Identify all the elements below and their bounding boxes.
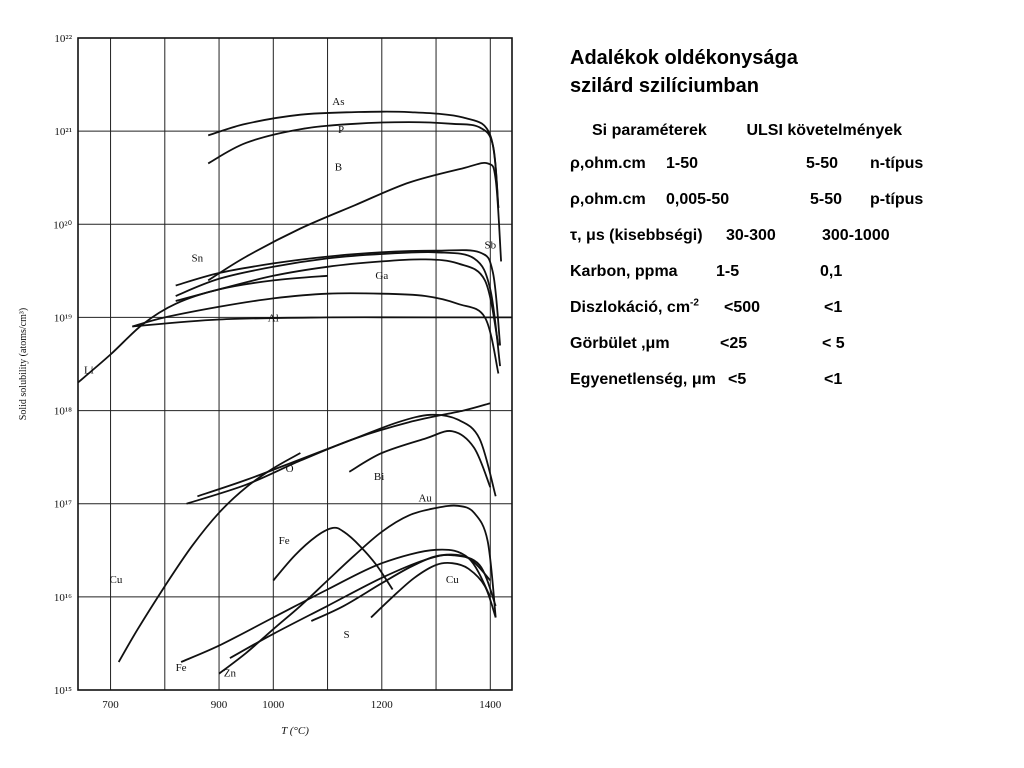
curve-label-zn: Zn xyxy=(223,667,237,680)
parameter-name: Görbület ,μm xyxy=(570,335,670,352)
parameter-ulsi: 5-50 xyxy=(806,155,839,172)
curve-label-li: Li xyxy=(83,364,94,377)
curve-zn xyxy=(230,555,496,658)
parameter-ulsi: < 5 xyxy=(822,335,845,352)
slide-title-line2: szilárd szilíciumban xyxy=(570,75,759,97)
x-tick-label: 1200 xyxy=(370,699,393,711)
curve-sb xyxy=(176,250,500,345)
curve-label-al: Al xyxy=(267,312,279,325)
parameter-value: <500 xyxy=(724,299,761,316)
parameter-row xyxy=(570,254,1010,290)
parameter-row xyxy=(570,290,1010,326)
x-tick-label: 1400 xyxy=(479,699,502,711)
parameter-name-sup: -2 xyxy=(690,297,699,309)
parameter-value: 30-300 xyxy=(726,227,776,244)
parameter-panel xyxy=(570,44,1010,398)
parameter-ulsi: <1 xyxy=(824,371,843,388)
curve-labels xyxy=(84,96,497,679)
y-tick-label: 10¹⁷ xyxy=(53,498,72,511)
plot-frame xyxy=(78,38,512,690)
axis-ticks xyxy=(53,33,502,711)
chart-curves xyxy=(78,112,512,674)
y-tick-label: 10¹⁹ xyxy=(53,312,72,325)
curve-label-s: S xyxy=(343,629,350,642)
parameter-row xyxy=(570,218,1010,254)
curve-fe xyxy=(181,550,490,662)
parameter-row xyxy=(570,326,1010,362)
x-axis-label: T (°C) xyxy=(281,725,309,737)
curve-label-as: As xyxy=(332,96,345,109)
curve-li xyxy=(78,276,328,383)
curve-label-cu: Cu xyxy=(445,574,459,587)
curve-unlabeled xyxy=(132,317,512,326)
curve-label-fe: Fe xyxy=(175,661,187,674)
parameter-ulsi: 300-1000 xyxy=(822,227,890,244)
header-si-params: Si paraméterek xyxy=(592,122,707,139)
curve-label-ga: Ga xyxy=(375,269,389,282)
parameter-value: 1-50 xyxy=(666,155,699,172)
y-axis-label: Solid solubility (atoms/cm³) xyxy=(18,307,29,421)
parameter-row xyxy=(570,362,1010,398)
curve-label-cu: Cu xyxy=(109,574,123,587)
parameter-value: <5 xyxy=(728,371,747,388)
curve-label-b: B xyxy=(334,161,343,174)
curve-unlabeled xyxy=(349,431,490,487)
curve-s xyxy=(311,555,490,621)
parameter-name: Egyenetlenség, μm xyxy=(570,371,716,388)
parameter-value: 0,005-50 xyxy=(666,191,730,208)
curve-al xyxy=(132,293,498,373)
curve-as xyxy=(208,112,498,208)
slide-title-line1: Adalékok oldékonysága xyxy=(570,47,798,69)
curve-label-bi: Bi xyxy=(373,470,385,483)
parameter-name: τ, μs (kisebbségi) xyxy=(570,227,703,244)
parameter-name: Diszlokáció, $cm^{-2}$ xyxy=(570,297,699,316)
parameter-note: p-típus xyxy=(870,191,924,208)
y-tick-label: 10¹⁸ xyxy=(53,405,72,418)
x-tick-label: 900 xyxy=(210,699,228,711)
chart-grid xyxy=(78,38,512,690)
y-tick-label: 10²² xyxy=(54,33,72,45)
parameter-ulsi: 5-50 xyxy=(810,191,843,208)
parameter-name: ρ,ohm.cm xyxy=(570,155,646,172)
curve-p xyxy=(208,122,498,208)
parameter-name: Karbon, ppma xyxy=(570,263,678,280)
curve-label-sn: Sn xyxy=(191,252,204,265)
parameter-row xyxy=(570,146,1010,182)
curve-label-o: O xyxy=(285,462,294,475)
curve-label-au: Au xyxy=(418,492,432,505)
x-tick-label: 1000 xyxy=(262,699,285,711)
parameter-value: <25 xyxy=(720,335,748,352)
parameter-value: 1-5 xyxy=(716,263,740,280)
x-tick-label: 700 xyxy=(102,699,119,711)
y-tick-label: 10¹⁶ xyxy=(53,591,72,604)
curve-label-fe: Fe xyxy=(278,534,290,547)
slide-title xyxy=(570,44,1010,100)
curve-label-sb: Sb xyxy=(484,239,497,252)
parameter-ulsi: 0,1 xyxy=(820,263,843,280)
parameter-table-header xyxy=(570,122,1010,140)
y-tick-label: 10²⁰ xyxy=(53,219,72,232)
header-ulsi: ULSI követelmények xyxy=(746,122,903,139)
y-tick-label: 10²¹ xyxy=(54,126,72,139)
parameter-row xyxy=(570,182,1010,218)
curve-o xyxy=(187,403,491,504)
parameter-name: ρ,ohm.cm xyxy=(570,191,646,208)
curve-label-p: P xyxy=(338,124,345,137)
curve-bi xyxy=(197,415,495,497)
parameter-ulsi: <1 xyxy=(824,299,843,316)
y-tick-label: 10¹⁵ xyxy=(53,685,72,697)
parameter-table xyxy=(570,146,1010,398)
parameter-note: n-típus xyxy=(870,155,924,172)
